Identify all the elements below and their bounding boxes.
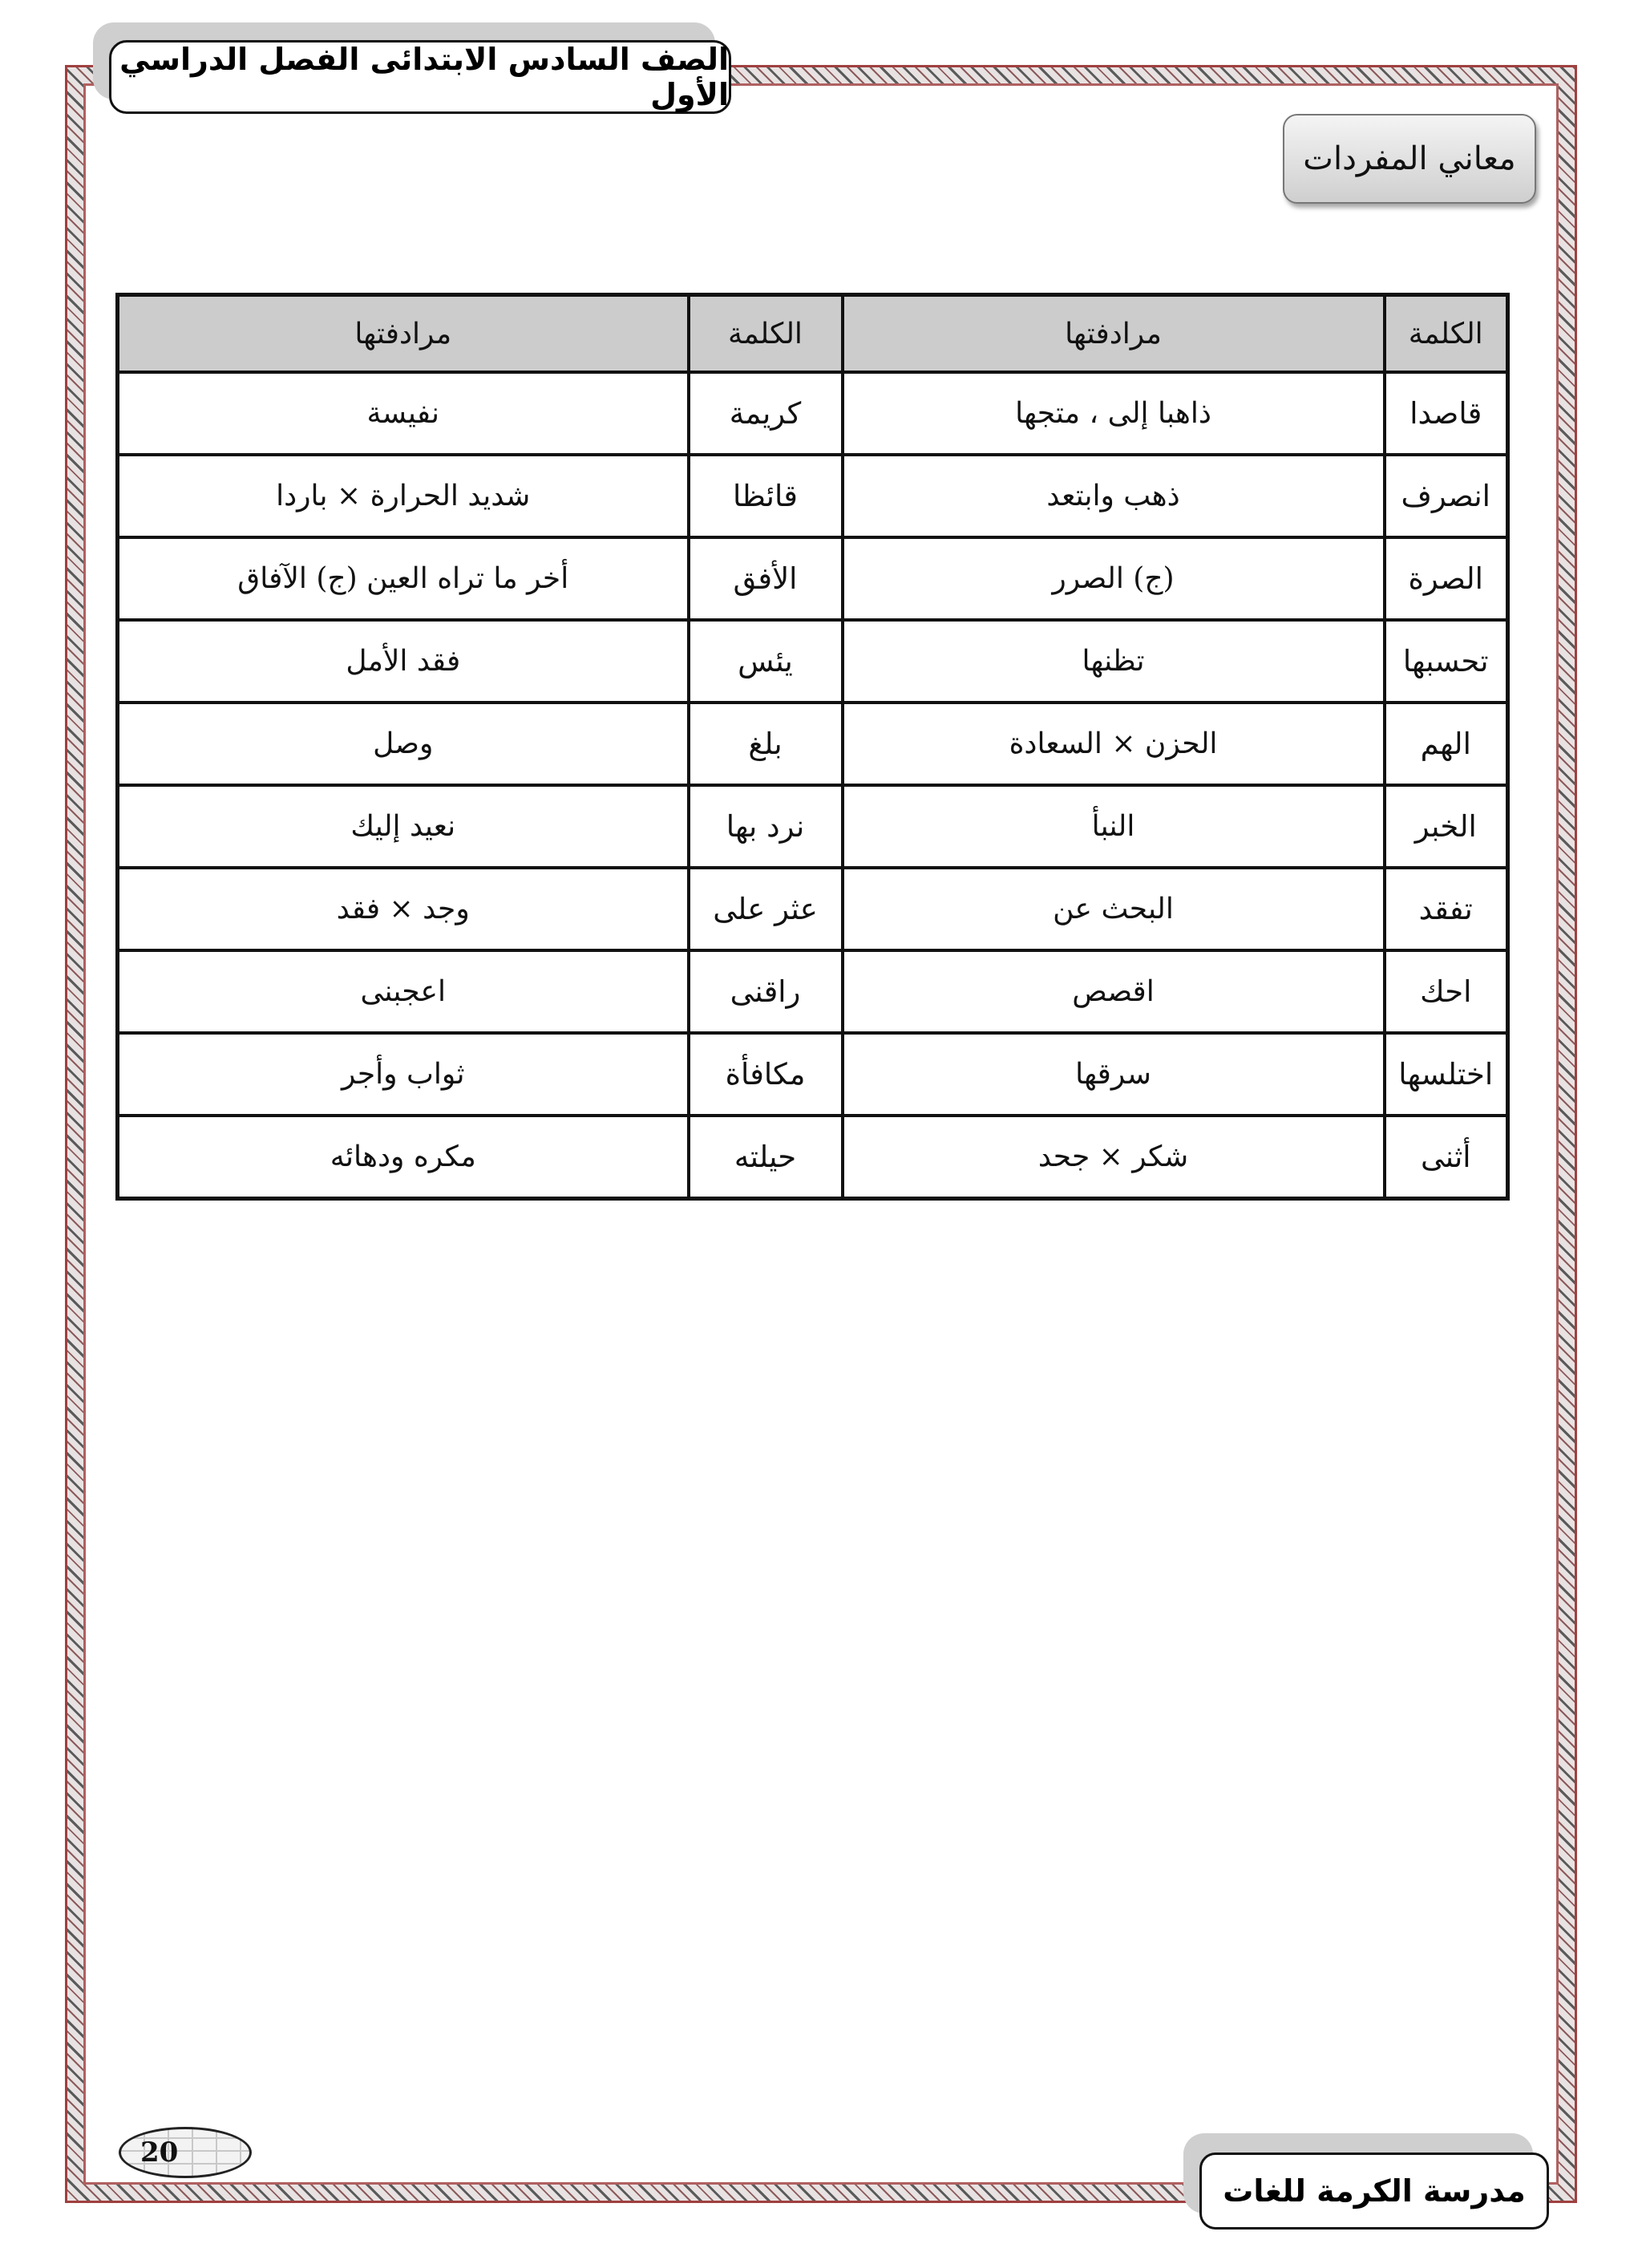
synonym-cell: سرقها <box>843 1033 1385 1116</box>
synonym-cell: النبأ <box>843 785 1385 868</box>
page-number: 20 <box>140 2136 179 2169</box>
word-cell: قاصدا <box>1385 372 1508 455</box>
table-row <box>118 372 1508 455</box>
table-row <box>118 868 1508 950</box>
word-cell: الخبر <box>1385 785 1508 868</box>
synonym-cell: اعجبنى <box>118 950 689 1033</box>
synonym-cell: الحزن × السعادة <box>843 703 1385 785</box>
word-cell: انصرف <box>1385 455 1508 537</box>
page-number-badge <box>119 2127 252 2178</box>
column-header-synonym: مرادفتها <box>118 295 689 373</box>
word-cell: الصرة <box>1385 537 1508 620</box>
synonym-cell: (ج) الصرر <box>843 537 1385 620</box>
word-cell: نرد بها <box>689 785 843 868</box>
table-row <box>118 950 1508 1033</box>
word-cell: راقنى <box>689 950 843 1033</box>
synonym-cell: مكره ودهائه <box>118 1116 689 1199</box>
table-row <box>118 455 1508 537</box>
section-title: معاني المفردات <box>1283 114 1536 204</box>
school-name: مدرسة الكرمة للغات <box>1199 2153 1549 2230</box>
synonym-cell: شديد الحرارة × باردا <box>118 455 689 537</box>
word-cell: يئس <box>689 620 843 703</box>
table-row <box>118 1116 1508 1199</box>
word-cell: عثر على <box>689 868 843 950</box>
word-cell: حيلته <box>689 1116 843 1199</box>
word-cell: تحسبها <box>1385 620 1508 703</box>
synonym-cell: ثواب وأجر <box>118 1033 689 1116</box>
table-row <box>118 1033 1508 1116</box>
synonym-cell: وجد × فقد <box>118 868 689 950</box>
column-header-synonym: مرادفتها <box>843 295 1385 373</box>
synonym-cell: البحث عن <box>843 868 1385 950</box>
synonym-cell: نعيد إليك <box>118 785 689 868</box>
synonym-cell: اقصص <box>843 950 1385 1033</box>
synonym-cell: تظنها <box>843 620 1385 703</box>
synonym-cell: نفيسة <box>118 372 689 455</box>
word-cell: مكافأة <box>689 1033 843 1116</box>
vocabulary-table <box>115 293 1510 1201</box>
synonym-cell: شكر × جحد <box>843 1116 1385 1199</box>
synonym-cell: ذاهبا إلى ، متجها <box>843 372 1385 455</box>
word-cell: الأفق <box>689 537 843 620</box>
column-header-word: الكلمة <box>1385 295 1508 373</box>
word-cell: احك <box>1385 950 1508 1033</box>
synonym-cell: فقد الأمل <box>118 620 689 703</box>
table-row <box>118 703 1508 785</box>
word-cell: الهم <box>1385 703 1508 785</box>
word-cell: أثنى <box>1385 1116 1508 1199</box>
table-row <box>118 785 1508 868</box>
word-cell: تفقد <box>1385 868 1508 950</box>
table-header-row <box>118 295 1508 373</box>
column-header-word: الكلمة <box>689 295 843 373</box>
word-cell: كريمة <box>689 372 843 455</box>
table-row <box>118 537 1508 620</box>
word-cell: اختلسها <box>1385 1033 1508 1116</box>
synonym-cell: أخر ما تراه العين (ج) الآفاق <box>118 537 689 620</box>
page-header-title: الصف السادس الابتدائى الفصل الدراسي الأول <box>109 40 731 114</box>
synonym-cell: ذهب وابتعد <box>843 455 1385 537</box>
synonym-cell: وصل <box>118 703 689 785</box>
word-cell: قائظا <box>689 455 843 537</box>
table-row <box>118 620 1508 703</box>
word-cell: بلغ <box>689 703 843 785</box>
